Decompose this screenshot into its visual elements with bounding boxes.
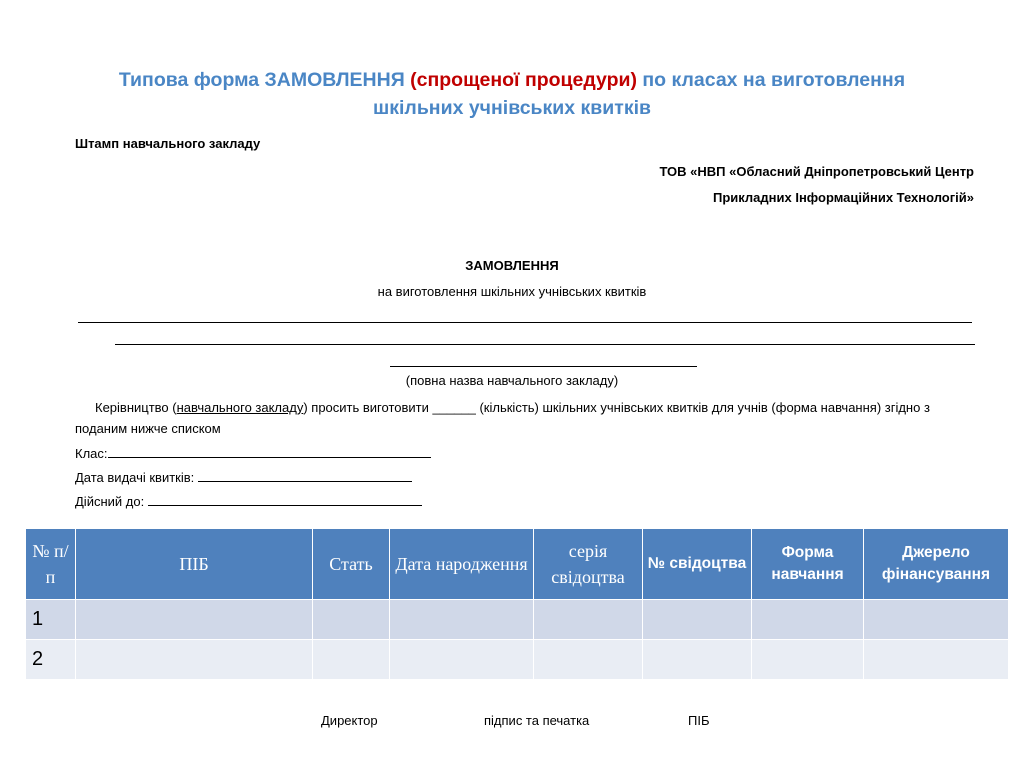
header-certificate-number: № свідоцтва	[643, 529, 752, 600]
cell-study-form[interactable]	[752, 640, 864, 680]
cell-sex[interactable]	[313, 600, 390, 640]
issue-date-input-line[interactable]	[198, 469, 412, 482]
class-label: Клас:	[75, 446, 108, 461]
header-full-name: ПІБ	[76, 529, 313, 600]
stamp-label: Штамп навчального закладу	[75, 136, 261, 151]
issue-date-field	[75, 469, 412, 485]
row-number: 2	[26, 640, 76, 680]
school-name-line-3[interactable]	[390, 366, 697, 367]
request-prefix: Керівництво (	[95, 400, 177, 415]
cell-certificate-series[interactable]	[534, 640, 643, 680]
order-subheading: на виготовлення шкільних учнівських квитків	[377, 284, 647, 299]
title-text-line2: шкільних учнівських квитків	[373, 97, 651, 119]
row-number: 1	[26, 600, 76, 640]
header-study-form: Форма навчання	[752, 529, 864, 600]
order-heading: ЗАМОВЛЕННЯ	[465, 258, 559, 273]
request-rest: ) просить виготовити ______ (кількість) шкільних учнівських квитків для учнів (форма навчання) згідно з поданим нижче списком	[75, 400, 930, 436]
cell-study-form[interactable]	[752, 600, 864, 640]
header-number: № п/п	[26, 529, 76, 600]
valid-until-label: Дійсний до:	[75, 494, 148, 509]
students-table	[25, 528, 1009, 680]
header-birth-date: Дата народження	[390, 529, 534, 600]
cell-certificate-number[interactable]	[643, 600, 752, 640]
request-paragraph	[75, 397, 980, 439]
cell-funding-source[interactable]	[864, 640, 1009, 680]
table-row	[26, 600, 1009, 640]
title-text-part2: по класах на виготовлення	[636, 69, 906, 91]
valid-until-input-line[interactable]	[148, 493, 422, 506]
title-highlight: (спрощеної процедури)	[410, 69, 637, 91]
header-certificate-series: серія свідоцтва	[534, 529, 643, 600]
cell-full-name[interactable]	[76, 600, 313, 640]
cell-funding-source[interactable]	[864, 600, 1009, 640]
cell-full-name[interactable]	[76, 640, 313, 680]
cell-certificate-number[interactable]	[643, 640, 752, 680]
cell-sex[interactable]	[313, 640, 390, 680]
school-name-line-2[interactable]	[115, 344, 975, 345]
issue-date-label: Дата видачі квитків:	[75, 470, 198, 485]
table-row	[26, 640, 1009, 680]
signature-seal-label: підпис та печатка	[484, 713, 590, 728]
header-sex: Стать	[313, 529, 390, 600]
school-name-line-1[interactable]	[78, 322, 972, 323]
form-title	[40, 66, 984, 122]
recipient-line2: Прикладних Інформаційних Технологій»	[712, 190, 974, 205]
table-header-row	[26, 529, 1009, 600]
title-text-part1: Типова форма ЗАМОВЛЕННЯ	[118, 69, 411, 91]
school-name-caption: (повна назва навчального закладу)	[405, 373, 619, 388]
header-funding-source: Джерело фінансування	[864, 529, 1009, 600]
director-label: Директор	[321, 713, 378, 728]
cell-birth-date[interactable]	[390, 600, 534, 640]
request-underlined: навчального закладу	[176, 400, 304, 415]
director-name-label: ПІБ	[688, 713, 710, 728]
cell-certificate-series[interactable]	[534, 600, 643, 640]
recipient-line1: ТОВ «НВП «Обласний Дніпропетровський Центр	[659, 164, 974, 179]
class-field	[75, 445, 431, 461]
class-input-line[interactable]	[108, 445, 431, 458]
recipient-block	[659, 159, 974, 211]
cell-birth-date[interactable]	[390, 640, 534, 680]
valid-until-field	[75, 493, 422, 509]
